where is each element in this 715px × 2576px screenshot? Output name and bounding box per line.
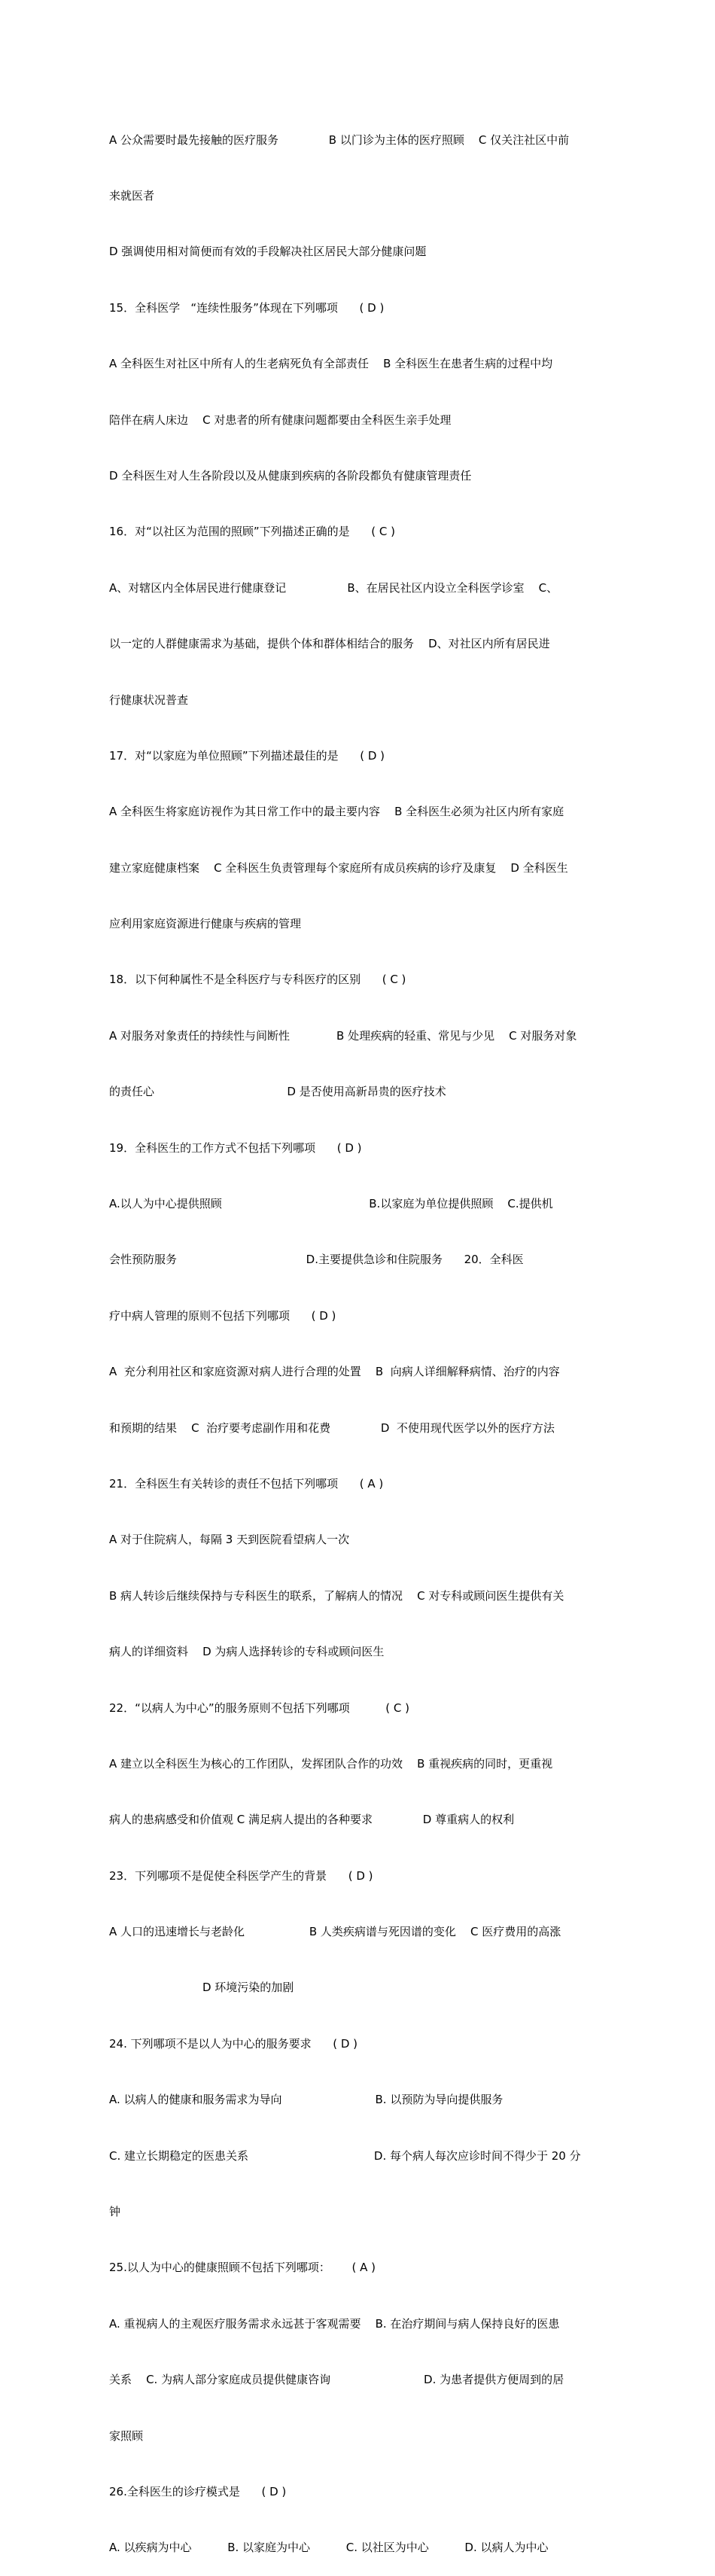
- question-25: 25.以人为中心的健康照顾不包括下列哪项： ( A ): [109, 2261, 376, 2275]
- text-line: A 对服务对象责任的持续性与间断性 B 处理疾病的轻重、常见与少见 C 对服务对象: [109, 1028, 577, 1043]
- text-line: A. 以病人的健康和服务需求为导向 B. 以预防为导向提供服务: [109, 2093, 504, 2107]
- text-line: 建立家庭健康档案 C 全科医生负责管理每个家庭所有成员疾病的诊疗及康复 D 全科医生: [109, 860, 568, 875]
- text-line: A 建立以全科医生为核心的工作团队，发挥团队合作的功效 B 重视疾病的同时，更重视: [109, 1756, 553, 1771]
- text-line: A、对辖区内全体居民进行健康登记 B、在居民社区内设立全科医学诊室 C、: [109, 580, 558, 595]
- text-line: 家照顾: [109, 2428, 144, 2443]
- text-line: A.以人为中心提供照顾 B.以家庭为单位提供照顾 C.提供机: [109, 1197, 553, 1211]
- text-line: 的责任心 D 是否使用高新昂贵的医疗技术: [109, 1085, 446, 1099]
- text-line: 陪伴在病人床边 C 对患者的所有健康问题都要由全科医生亲手处理: [109, 413, 452, 427]
- text-line: A 公众需要时最先接触的医疗服务 B 以门诊为主体的医疗照顾 C 仅关注社区中前: [109, 132, 570, 147]
- question-15: 15．全科医学 “连续性服务”体现在下列哪项 ( D ): [109, 300, 385, 315]
- question-26: 26.全科医生的诊疗模式是 ( D ): [109, 2485, 287, 2498]
- text-line: 来就医者: [109, 188, 155, 202]
- text-line: B 病人转诊后继续保持与专科医生的联系，了解病人的情况 C 对专科或顾问医生提供有关: [109, 1588, 564, 1603]
- text-line: 和预期的结果 C 治疗要考虑副作用和花费 D 不使用现代医学以外的医疗方法: [109, 1420, 555, 1435]
- text-line: 行健康状况普查: [109, 693, 189, 707]
- text-line: C. 建立长期稳定的医患关系 D. 每个病人每次应诊时间不得少于 20 分: [109, 2148, 581, 2163]
- text-line: A 全科医生将家庭访视作为其日常工作中的最主要内容 B 全科医生必须为社区内所有家庭: [109, 805, 564, 819]
- text-line: A 对于住院病人，每隔 3 天到医院看望病人一次: [109, 1533, 350, 1547]
- question-20: 疗中病人管理的原则不包括下列哪项 ( D ): [109, 1308, 336, 1323]
- text-line: D 全科医生对人生各阶段以及从健康到疾病的各阶段都负有健康管理责任: [109, 468, 472, 483]
- text-line: A 全科医生对社区中所有人的生老病死负有全部责任 B 全科医生在患者生病的过程中均: [109, 357, 553, 371]
- text-line: D 环境污染的加剧: [109, 1981, 294, 1995]
- text-line: A. 重视病人的主观医疗服务需求永远甚于客观需要 B. 在治疗期间与病人保持良好的医患: [109, 2316, 560, 2331]
- text-line: 钟: [109, 2205, 121, 2219]
- question-24: 24. 下列哪项不是以人为中心的服务要求 ( D ): [109, 2036, 358, 2051]
- question-17: 17．对“以家庭为单位照顾”下列描述最佳的是 ( D ): [109, 748, 385, 763]
- question-23: 23．下列哪项不是促使全科医学产生的背景 ( D ): [109, 1868, 373, 1883]
- document-page: [109, 93, 613, 2576]
- text-line: 应利用家庭资源进行健康与疾病的管理: [109, 917, 302, 931]
- question-18: 18．以下何种属性不是全科医疗与专科医疗的区别 ( C ): [109, 973, 406, 987]
- text-line: 病人的详细资料 D 为病人选择转诊的专科或顾问医生: [109, 1645, 385, 1659]
- text-line: A 充分利用社区和家庭资源对病人进行合理的处置 B 向病人详细解释病情、治疗的内容: [109, 1365, 560, 1379]
- text-line: 病人的患病感受和价值观 C 满足病人提出的各种要求 D 尊重病人的权利: [109, 1813, 515, 1827]
- question-22: 22．“以病人为中心”的服务原则不包括下列哪项 ( C ): [109, 1701, 410, 1715]
- question-16: 16．对“以社区为范围的照顾”下列描述正确的是 ( C ): [109, 525, 395, 539]
- text-line: D 强调使用相对简便而有效的手段解决社区居民大部分健康问题: [109, 245, 427, 259]
- text-line: 以一定的人群健康需求为基础，提供个体和群体相结合的服务 D、对社区内所有居民进: [109, 637, 550, 651]
- question-19: 19．全科医生的工作方式不包括下列哪项 ( D ): [109, 1140, 362, 1155]
- text-line: 关系 C. 为病人部分家庭成员提供健康咨询 D. 为患者提供方便周到的居: [109, 2373, 564, 2387]
- question-21: 21．全科医生有关转诊的责任不包括下列哪项 ( A ): [109, 1476, 384, 1490]
- text-line: A 人口的迅速增长与老龄化 B 人类疾病谱与死因谱的变化 C 医疗费用的高涨: [109, 1925, 561, 1939]
- text-line: A. 以疾病为中心 B. 以家庭为中心 C. 以社区为中心 D. 以病人为中心: [109, 2541, 549, 2555]
- text-line: 会性预防服务 D.主要提供急诊和住院服务 20．全科医: [109, 1253, 524, 1267]
